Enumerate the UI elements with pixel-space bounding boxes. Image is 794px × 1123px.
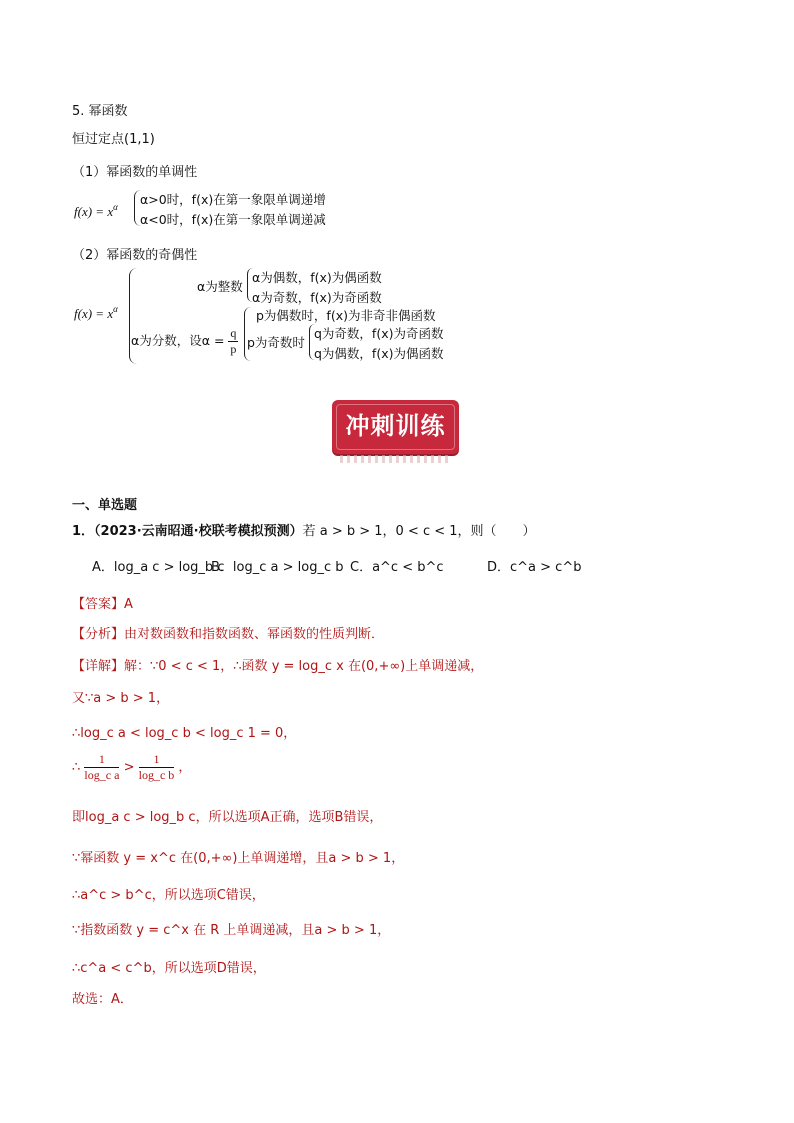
parity-formula: $f(x) = x^\alpha$ bbox=[74, 304, 118, 321]
detail-line-1: 【详解】解：∵0 < c < 1，∴函数 y = log_c x 在(0,+∞)上单调递减， bbox=[72, 659, 484, 674]
p-even-case: p为偶数时，f(x)为非奇非偶函数 bbox=[256, 308, 436, 323]
answer-line: 【答案】A bbox=[72, 597, 133, 612]
detail-line-10: 故选：A． bbox=[72, 992, 133, 1007]
q-over-p: $\frac{q}{p}$ bbox=[230, 326, 237, 356]
q-odd-case: q为奇数，f(x)为奇函数 bbox=[314, 326, 444, 341]
question-1: 1．（2023·云南昭通·校联考模拟预测）若 a > b > 1，0 < c < 1，则（ ） bbox=[72, 524, 536, 539]
detail-line-3: ∴log_c a < log_c b < log_c 1 = 0， bbox=[72, 726, 297, 741]
single-choice-heading: 一、单选题 bbox=[72, 498, 138, 513]
fixed-point-text: 恒过定点(1,1) bbox=[72, 132, 155, 147]
q-even-case: q为偶数，f(x)为偶函数 bbox=[314, 346, 444, 361]
detail-line-9: ∴c^a < c^b，所以选项D错误， bbox=[72, 961, 266, 976]
integer-odd-case: α为奇数，f(x)为奇函数 bbox=[252, 290, 382, 305]
fraction-case-label: α为分数，设α = $\frac{q}{p}$ bbox=[131, 326, 237, 356]
sprint-training-banner: 冲刺训练 bbox=[332, 400, 459, 454]
p-odd-label: p为奇数时 bbox=[247, 335, 305, 350]
monotonicity-title: （1）幂函数的单调性 bbox=[72, 165, 198, 180]
detail-line-2: 又∵a > b > 1， bbox=[72, 691, 170, 706]
option-d: D．c^a > c^b bbox=[487, 560, 582, 575]
integer-even-case: α为偶数，f(x)为偶函数 bbox=[252, 270, 382, 285]
power-function-formula: $f(x) = x^\alpha$ bbox=[74, 202, 118, 219]
option-b: B．log_c a > log_c b bbox=[211, 560, 344, 575]
banner-decoration bbox=[340, 455, 450, 463]
detail-line-4: ∴ $\frac{1}{\text{log\_c a}}$ > $\frac{1}{\text{log\_c b}}$ ， bbox=[72, 752, 192, 782]
detail-line-6: ∵幂函数 y = x^c 在(0,+∞)上单调递增，且a > b > 1， bbox=[72, 851, 405, 866]
mono-case-decreasing: α<0时，f(x)在第一象限单调递减 bbox=[140, 212, 326, 227]
detail-line-8: ∵指数函数 y = c^x 在 R 上单调递减，且a > b > 1， bbox=[72, 923, 391, 938]
detail-line-7: ∴a^c > b^c，所以选项C错误， bbox=[72, 888, 265, 903]
analysis-line: 【分析】由对数函数和指数函数、幂函数的性质判断． bbox=[72, 627, 385, 642]
parity-title: （2）幂函数的奇偶性 bbox=[72, 248, 198, 263]
detail-line-5: 即log_a c > log_b c，所以选项A正确，选项B错误， bbox=[72, 810, 383, 825]
option-a: A．log_a c > log_b c bbox=[92, 560, 225, 575]
integer-case-label: α为整数 bbox=[197, 279, 243, 294]
option-c: C．a^c < b^c bbox=[350, 560, 444, 575]
section-title: 5. 幂函数 bbox=[72, 104, 128, 119]
mono-case-increasing: α>0时，f(x)在第一象限单调递增 bbox=[140, 192, 326, 207]
